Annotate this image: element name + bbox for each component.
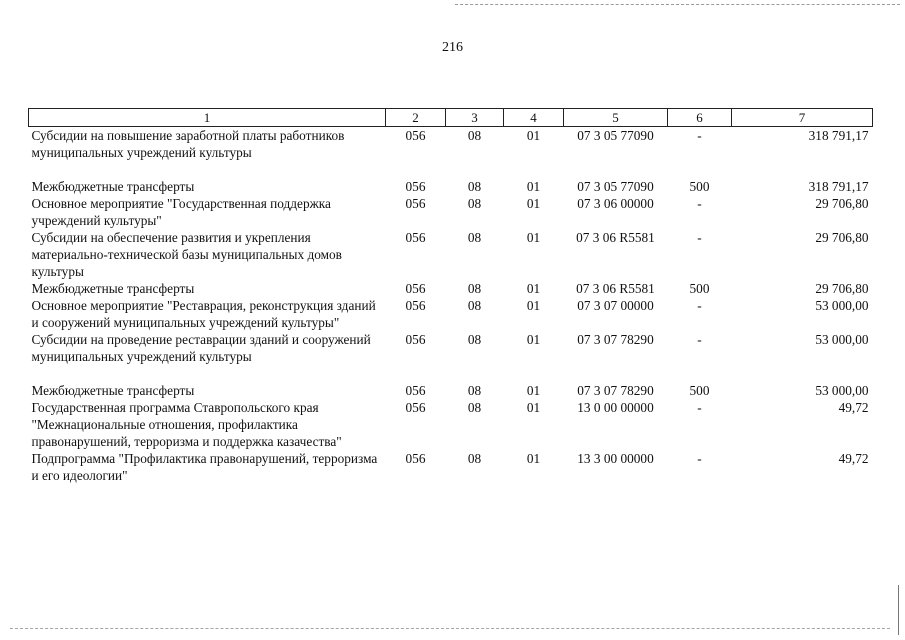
row-amount: 53 000,00 — [815, 332, 869, 347]
row-code-6: 500 — [689, 383, 710, 398]
row-code-4: 01 — [526, 451, 541, 466]
row-code-2: 056 — [405, 332, 426, 347]
row-code-4: 01 — [526, 281, 541, 296]
row-name: Основное мероприятие "Реставрация, реконструкция зданий и сооружений муниципальных учреждений культуры" — [31, 298, 376, 330]
row-code-2: 056 — [405, 383, 426, 398]
row-name: Подпрограмма "Профилактика правонарушений, терроризма и его идеологии" — [31, 451, 378, 483]
row-name: Межбюджетные трансферты — [31, 179, 195, 194]
row-name: Основное мероприятие "Государственная поддержка учреждений культуры" — [31, 196, 331, 228]
table-row — [29, 127, 873, 179]
row-code-2: 056 — [405, 451, 426, 466]
row-code-5: 07 3 05 77090 — [577, 179, 654, 194]
row-code-5: 07 3 05 77090 — [577, 128, 654, 143]
row-code-5: 13 3 00 00000 — [577, 451, 654, 466]
row-code-5: 13 0 00 00000 — [577, 400, 654, 415]
row-amount: 49,72 — [838, 400, 869, 415]
row-name: Субсидии на проведение реставрации зданий и сооружений муниципальных учреждений культуры — [31, 332, 371, 364]
row-code-3: 08 — [467, 230, 482, 245]
row-amount: 49,72 — [838, 451, 869, 466]
row-code-6: - — [697, 298, 702, 313]
row-code-6: - — [697, 196, 702, 211]
budget-table — [28, 108, 873, 484]
row-code-2: 056 — [405, 298, 426, 313]
scan-artifact-bottom — [10, 628, 890, 629]
column-header: 6 — [668, 109, 732, 127]
row-code-3: 08 — [467, 281, 482, 296]
row-code-6: - — [697, 451, 702, 466]
table-row — [29, 297, 873, 331]
row-code-6: 500 — [689, 281, 710, 296]
scan-artifact-top — [455, 4, 900, 5]
column-header: 3 — [446, 109, 504, 127]
row-amount: 53 000,00 — [815, 298, 869, 313]
row-code-6: - — [697, 332, 702, 347]
table-row — [29, 178, 873, 195]
row-code-4: 01 — [526, 332, 541, 347]
column-header: 1 — [29, 109, 386, 127]
column-header: 7 — [732, 109, 873, 127]
row-name: Межбюджетные трансферты — [31, 383, 195, 398]
row-name: Межбюджетные трансферты — [31, 281, 195, 296]
row-code-3: 08 — [467, 400, 482, 415]
row-code-3: 08 — [467, 332, 482, 347]
row-name: Субсидии на обеспечение развития и укрепления материально-технической базы муниципальных домов культуры — [31, 230, 342, 279]
row-code-2: 056 — [405, 196, 426, 211]
row-amount: 29 706,80 — [815, 281, 869, 296]
row-code-3: 08 — [467, 298, 482, 313]
row-code-5: 07 3 06 R5581 — [576, 281, 655, 296]
row-code-4: 01 — [526, 196, 541, 211]
row-code-2: 056 — [405, 281, 426, 296]
table-row — [29, 229, 873, 280]
row-amount: 29 706,80 — [815, 196, 869, 211]
row-code-6: 500 — [689, 179, 710, 194]
row-code-2: 056 — [405, 400, 426, 415]
table-row — [29, 382, 873, 399]
row-code-5: 07 3 07 78290 — [577, 383, 654, 398]
table-row — [29, 280, 873, 297]
row-code-2: 056 — [405, 179, 426, 194]
row-amount: 53 000,00 — [815, 383, 869, 398]
row-amount: 29 706,80 — [815, 230, 869, 245]
row-code-3: 08 — [467, 196, 482, 211]
row-code-5: 07 3 07 78290 — [577, 332, 654, 347]
row-code-5: 07 3 06 00000 — [577, 196, 654, 211]
column-header: 2 — [386, 109, 446, 127]
column-header: 5 — [564, 109, 668, 127]
row-code-6: - — [697, 230, 702, 245]
row-code-4: 01 — [526, 298, 541, 313]
row-code-4: 01 — [526, 128, 541, 143]
row-name: Субсидии на повышение заработной платы работников муниципальных учреждений культуры — [31, 128, 345, 160]
row-code-5: 07 3 06 R5581 — [576, 230, 655, 245]
row-amount: 318 791,17 — [808, 128, 869, 143]
row-code-3: 08 — [467, 383, 482, 398]
row-code-3: 08 — [467, 179, 482, 194]
row-code-2: 056 — [405, 128, 426, 143]
table-header-row — [29, 109, 873, 127]
table-row — [29, 450, 873, 484]
table-row — [29, 399, 873, 450]
row-code-4: 01 — [526, 230, 541, 245]
row-code-5: 07 3 07 00000 — [577, 298, 654, 313]
row-code-2: 056 — [405, 230, 426, 245]
row-code-4: 01 — [526, 179, 541, 194]
row-code-4: 01 — [526, 383, 541, 398]
table-row — [29, 331, 873, 382]
column-header: 4 — [504, 109, 564, 127]
row-code-3: 08 — [467, 451, 482, 466]
row-code-6: - — [697, 400, 702, 415]
row-code-4: 01 — [526, 400, 541, 415]
row-name: Государственная программа Ставропольского края "Межнациональные отношения, профилактика правонарушений, терроризма и поддержка казачества" — [31, 400, 342, 449]
row-code-3: 08 — [467, 128, 482, 143]
row-amount: 318 791,17 — [808, 179, 869, 194]
row-code-6: - — [697, 128, 702, 143]
table-row — [29, 195, 873, 229]
page-number: 216 — [442, 40, 463, 55]
scan-artifact-edge — [898, 585, 899, 635]
